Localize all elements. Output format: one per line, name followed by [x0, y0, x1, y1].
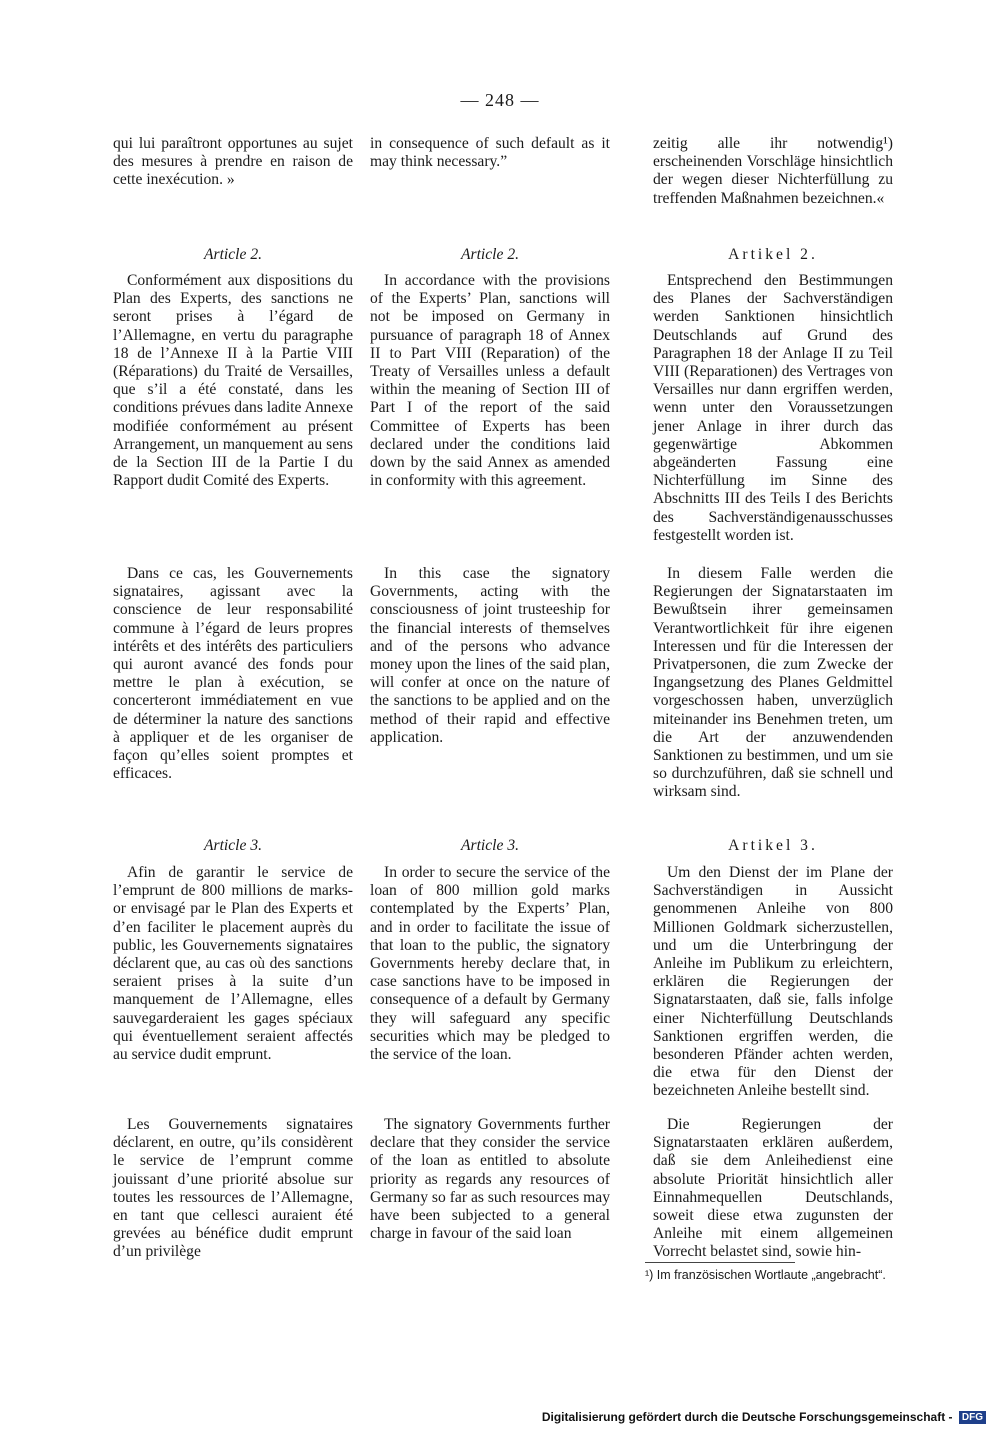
french-article-2-paragraph-1: Conformément aux dispositions du Plan des Experts, des sanctions ne seront prises à l’égard de l’Allemagne, en vertu du paragraphe 18 de l’Annexe II à la Partie VIII (Réparations) du Traité de Versailles, que s’il a été constaté, dans les conditions prévues dans ladite Annexe modifiée conformément au présent Arrangement, un manquement au sens de la Section III de la Partie I du Rapport dudit Comité des Experts. [113, 272, 353, 490]
french-intro: qui lui paraîtront opportunes au sujet des mesures à prendre en raison de cette inexécution. » [113, 135, 353, 189]
english-article-3-heading: Article 3. [460, 837, 520, 854]
german-article-3-paragraph-2: Die Regierungen der Signatarstaaten erklären außerdem, daß sie dem Anleihedienst eine absolute Priorität hinsichtlich aller Einnahmequellen Deutschlands, soweit diese etwa zugunsten der Anleihe mit einem allgemeinen Vorrecht belastet sind, sowie hin- [653, 1116, 893, 1261]
german-article-3-heading: Artikel 3. [728, 837, 818, 854]
dfg-logo: DFG [959, 1411, 986, 1424]
english-article-3-paragraph-2: The signatory Governments further declare that they consider the service of the loan as entitled to absolute priority as regards any resources of Germany so far as such resources may have been subjected to a general charge in favour of the said loan [370, 1116, 610, 1243]
german-article-2-heading: Artikel 2. [728, 246, 818, 263]
french-article-3-paragraph-2: Les Gouvernements signataires déclarent, en outre, qu’ils considèrent le service de l’emprunt comme jouissant d’une priorité absolue sur toutes les ressources de l’Allemagne, en tant que cellesci auraient été grevées au bénéfice dudit emprunt d’un privilège [113, 1116, 353, 1261]
english-article-2-heading: Article 2. [460, 246, 520, 263]
digitization-credit [542, 1410, 986, 1424]
german-article-2-paragraph-2: In diesem Falle werden die Regierungen der Signatarstaaten im Bewußtsein ihrer gemeinsamen Verantwortlichkeit für ihre eigenen Interessen und für die Interessen der Privatpersonen, die zum Zwecke der Ingangsetzung des Planes Geldmittel vorgeschossen haben, unverzüglich miteinander ins Benehmen treten, um die Art der anzuwendenden Sanktionen zu bestimmen, und um sie so durchzuführen, daß sie schnell und wirksam sind. [653, 565, 893, 801]
footnote-divider [645, 1262, 795, 1263]
german-article-3-paragraph-1: Um den Dienst der im Plane der Sachverständigen in Aussicht genommenen Anleihe von 800 Millionen Goldmark sicherzustellen, und um die Unterbringung der Anleihe im Publikum zu erleichtern, erklären die Regierungen der Signatarstaaten, daß sie, falls infolge einer Nichterfüllung Deutschlands Sanktionen ergriffen werden, die besonderen Pfänder achten werden, die etwa für den Dienst der bezeichneten Anleihe bestellt sind. [653, 864, 893, 1100]
footnote: ¹) Im französischen Wortlaute „angebracht“. [645, 1268, 886, 1282]
french-article-3-paragraph-1: Afin de garantir le service de l’emprunt de 800 millions de marks-or envisagé par le Plan des Experts et d’en faciliter le placement auprès du public, les Gouvernements signataires déclarent que, au cas où des sanctions seraient prises à la suite d’un manquement de l’Allemagne, elles sauvegarderaient les gages spéciaux qui éventuellement seraient affectés au service dudit emprunt. [113, 864, 353, 1064]
french-article-2-paragraph-2: Dans ce cas, les Gouvernements signataires, agissant avec la conscience de leur responsabilité commune à l’égard de leurs propres intérêts et des intérêts des particuliers qui auront avancé des fonds pour mettre le plan à exécution, se concerteront immédiatement en vue de déterminer la nature des sanctions à appliquer et de les organiser de façon qu’elles soient promptes et efficaces. [113, 565, 353, 783]
english-intro: in consequence of such default as it may think necessary.” [370, 135, 610, 171]
page-number: — 248 — [460, 90, 540, 110]
english-article-2-paragraph-2: In this case the signatory Governments, acting with the consciousness of joint trusteeship for the financial interests of themselves and of the persons who advance money upon the lines of the said plan, will confer at once on the nature of the sanctions to be applied and on the method of their rapid and effective application. [370, 565, 610, 746]
french-article-2-heading: Article 2. [203, 246, 263, 263]
english-article-3-paragraph-1: In order to secure the service of the loan of 800 million gold marks contemplated by the Experts’ Plan, and in order to facilitate the issue of that loan to the public, the signatory Governments hereby declare that, in case sanctions have to be imposed in consequence of a default by Germany they will safeguard any specific securities which may be pledged to the service of the loan. [370, 864, 610, 1064]
german-intro: zeitig alle ihr notwendig¹) erscheinenden Vorschläge hinsichtlich der wegen dieser Nichterfüllung zu treffenden Maßnahmen bezeichnen.« [653, 135, 893, 207]
credit-text: Digitalisierung gefördert durch die Deutsche Forschungsgemeinschaft - [541, 1410, 953, 1424]
german-article-2-paragraph-1: Entsprechend den Bestimmungen des Planes der Sachverständigen werden Sanktionen hinsichtlich Deutschlands auf Grund des Paragraphen 18 der Anlage II zu Teil VIII (Reparationen) des Vertrages von Versailles nur dann ergriffen werden, wenn unter den Voraussetzungen jener Anlage in ihrer durch das gegenwärtige Abkommen abgeänderten Fassung eine Nichterfüllung im Sinne des Abschnitts III des Teils I des Berichts des Sachverständigenausschusses festgestellt worden ist. [653, 272, 893, 544]
french-article-3-heading: Article 3. [203, 837, 263, 854]
english-article-2-paragraph-1: In accordance with the provisions of the Experts’ Plan, sanctions will not be imposed on Germany in pursuance of paragraph 18 of Annex II to Part VIII (Reparation) of the Treaty of Versailles unless a default within the meaning of Section III of Part I of the report of the said Committee of Experts has been declared under the conditions laid down by the said Annex as amended in conformity with this agreement. [370, 272, 610, 490]
